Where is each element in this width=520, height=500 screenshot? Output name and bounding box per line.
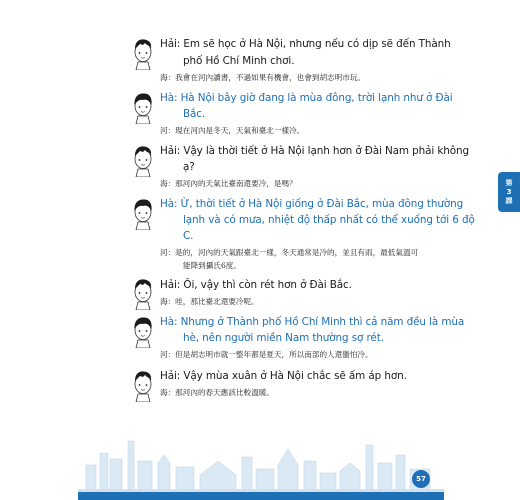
translation-line: 海：哇，那比臺北還要冷呢。 [160,297,259,306]
dialogue-line: Hải: Ôi, vậy thì còn rét hơn ở Đài Bắc. [160,279,352,291]
translation-line: 河：現在河內是冬天，天氣和臺北一樣冷。 [160,126,305,135]
translation-line: 河：是的，河內的天氣跟臺北一樣，冬天通常是冷的，並且有雨，最低氣溫可 [160,248,419,257]
hai-avatar-2 [128,143,158,177]
translation-line: 海：那河內的春天應該比較溫暖。 [160,388,274,397]
page-number: 57 [412,470,430,488]
ha-avatar-1 [128,90,158,124]
dialogue-line: Hải: Vậy mùa xuân ở Hà Nội chắc sẽ ấm áp hơn. [160,370,407,382]
ha-avatar-2 [128,196,158,230]
dialogue-line: Hải: Em sẽ học ở Hà Nội, nhưng nếu có dịp sẽ đến Thành [160,38,451,50]
translation-line: 河：但是胡志明市就一整年都是夏天，所以南部的人還蠻怕冷。 [160,350,373,359]
city-skyline-illustration [78,435,444,495]
dialogue-line: lạnh và có mưa, nhiệt độ thấp nhất có thể xuống tới 6 độ [183,214,475,226]
hai-avatar-1 [128,36,158,70]
hai-avatar-3 [128,276,158,310]
dialogue-line: Hà: Ừ, thời tiết ở Hà Nội giống ở Đài Bắc, mùa đông thường [160,198,464,210]
lesson-tab-line3: 課 [505,196,513,205]
dialogue-line: Hà: Nhưng ở Thành phố Hồ Chí Minh thì cả năm đều là mùa [160,316,465,328]
lesson-tab-number: 3 [506,187,512,196]
translation-line: 能降到攝氏6度。 [183,261,241,270]
footer-bar [78,492,444,500]
dialogue-line: Hải: Vậy là thời tiết ở Hà Nội lạnh hơn ở Đài Nam phải không [160,145,470,157]
lesson-tab [498,172,520,212]
translation-line: 海：我會在河內讀書，不過如果有機會，也會到胡志明市玩。 [160,73,366,82]
dialogue-line: phố Hồ Chí Minh chơi. [183,55,295,67]
dialogue-line: ạ? [183,161,195,173]
ha-avatar-3 [128,314,158,348]
hai-avatar-4 [128,368,158,402]
dialogue-line: C. [183,230,194,242]
translation-line: 海：那河內的天氣比臺南還要冷，是嗎？ [160,179,297,188]
lesson-tab-line1: 第 [505,178,513,187]
dialogue-line: Bắc. [183,108,206,120]
dialogue-line: Hà: Hà Nội bây giờ đang là mùa đông, trời lạnh như ở Đài [160,92,453,104]
dialogue-line: hè, nên người miền Nam thường sợ rét. [183,332,384,344]
